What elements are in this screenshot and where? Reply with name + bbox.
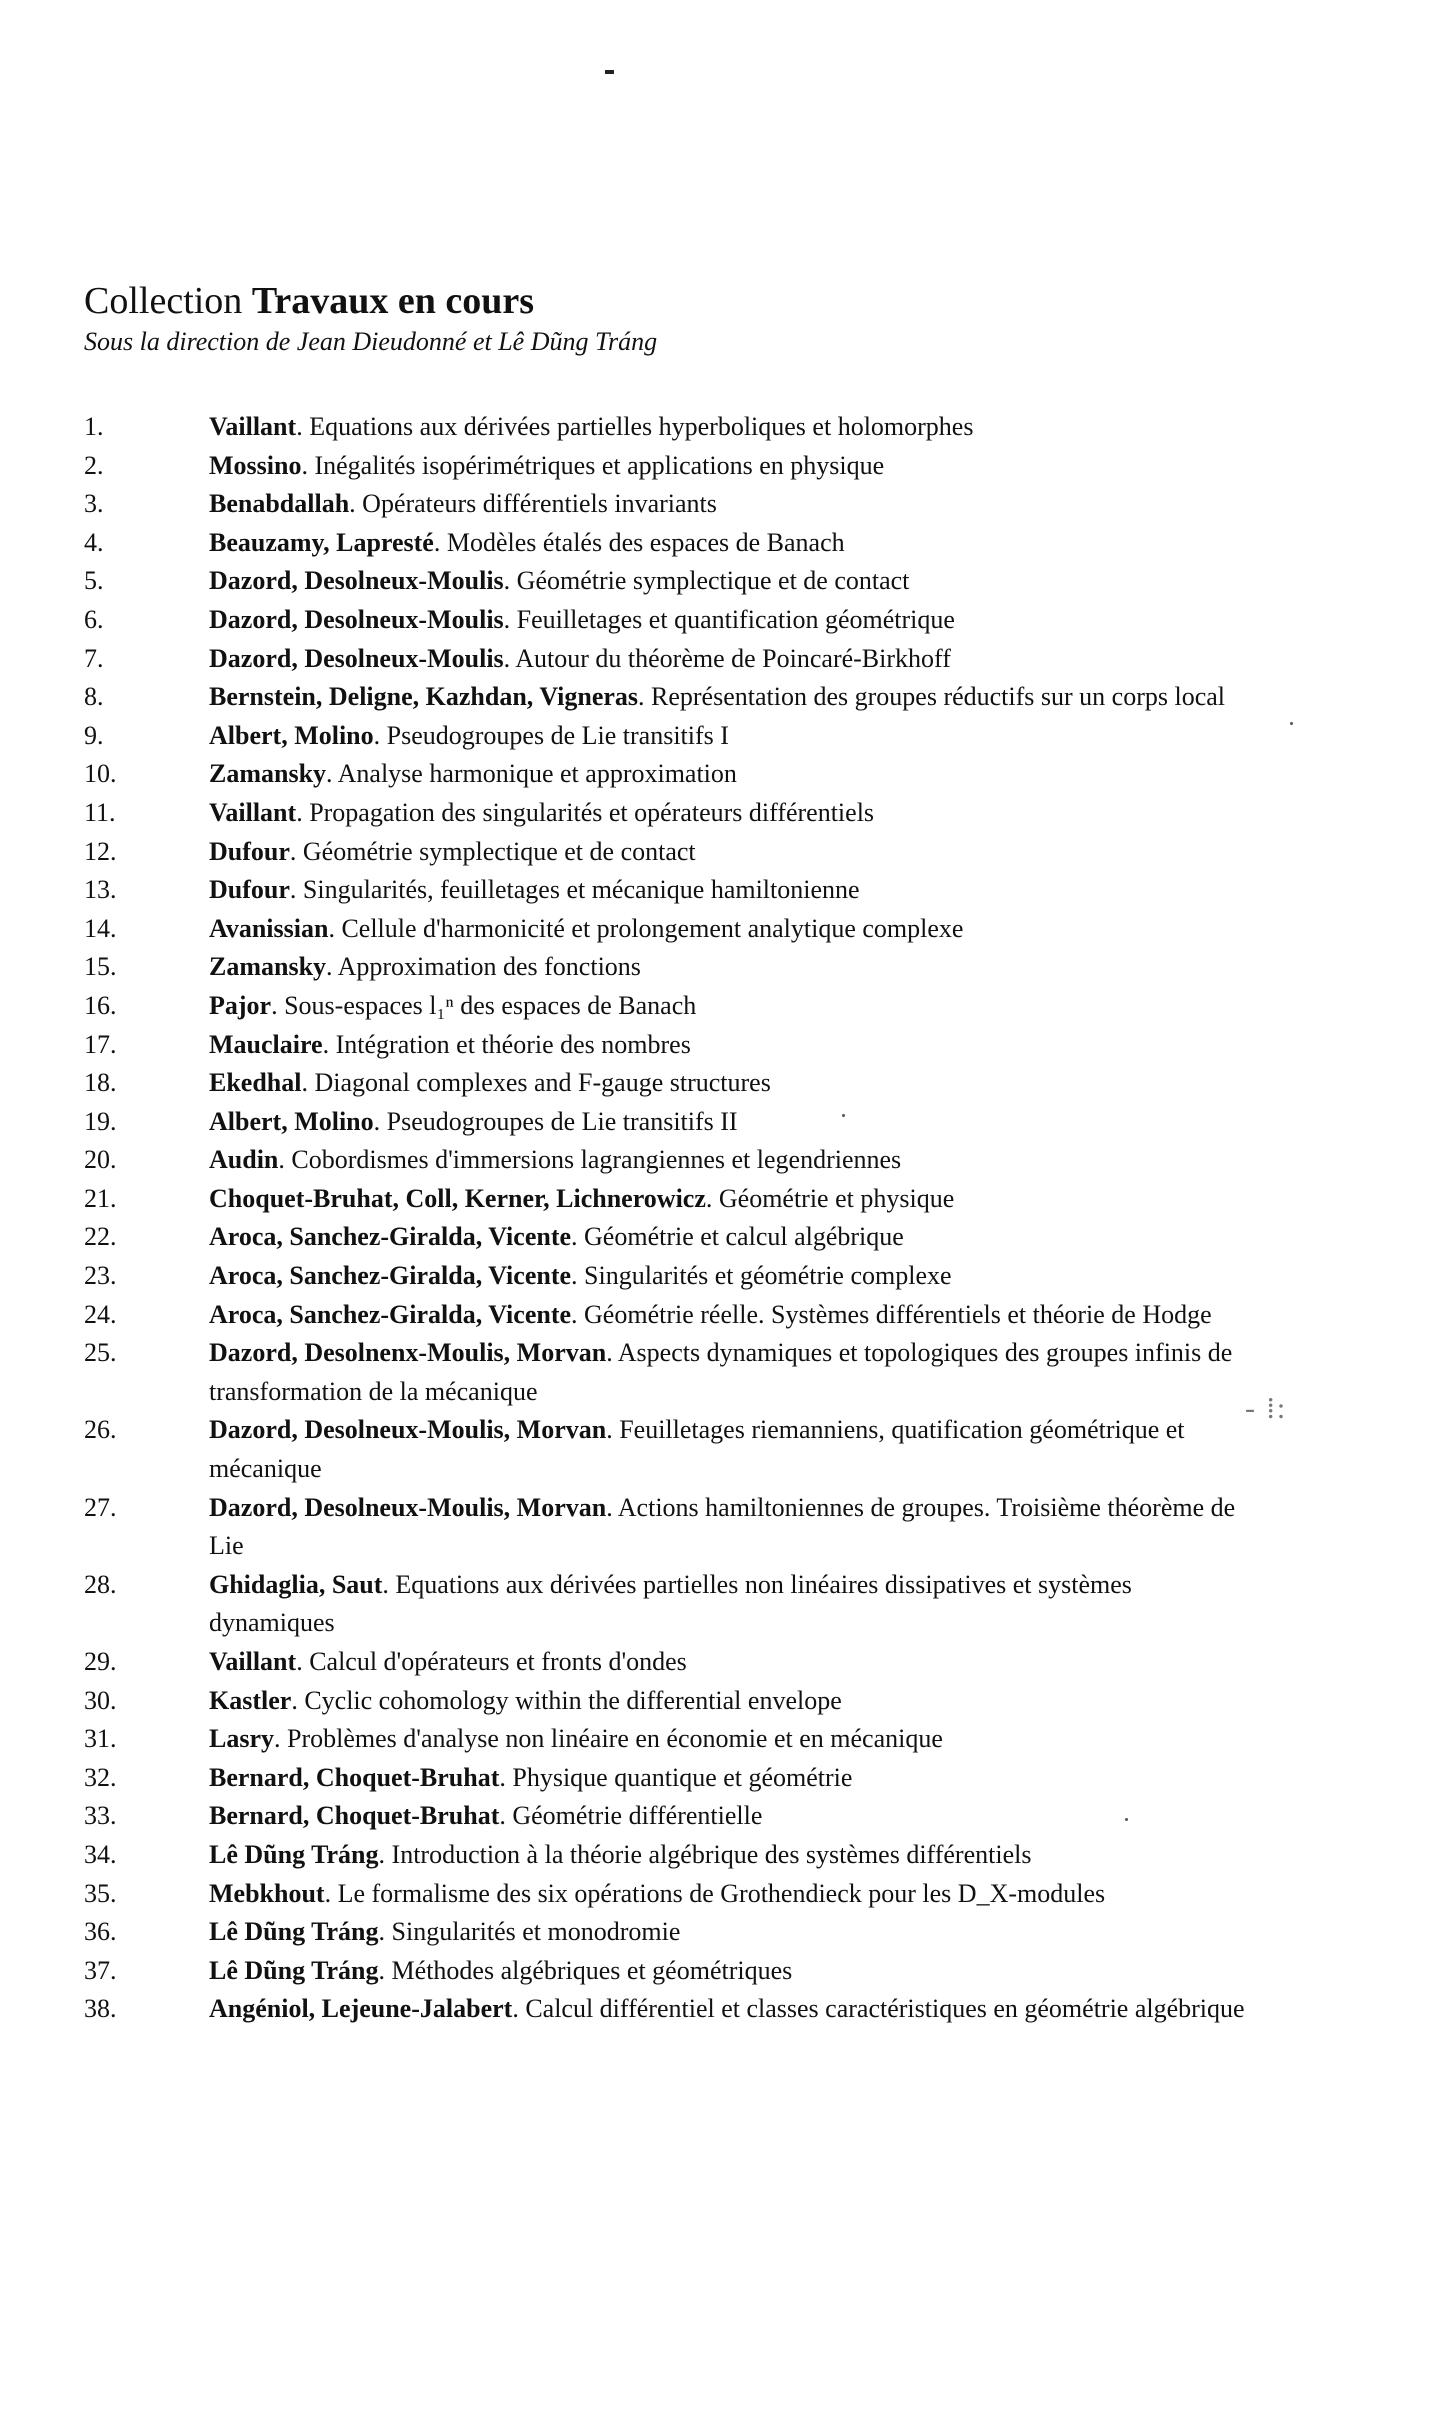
volume-entry: Pajor. Sous-espaces l₁ⁿ des espaces de Banach <box>209 990 697 1020</box>
volume-number: 21. <box>84 1183 117 1213</box>
volume-authors: Albert, Molino <box>209 1106 374 1136</box>
volume-title: Equations aux dérivées partielles non linéaires dissipatives et systèmes dynamiques <box>209 1569 1132 1638</box>
volume-title: Analyse harmonique et approximation <box>337 759 737 789</box>
volume-title: Inégalités isopérimétriques et applications en physique <box>314 450 885 480</box>
volume-title: Singularités, feuilletages et mécanique hamiltonienne <box>302 875 860 905</box>
margin-scan-mark: - ⁞: <box>1245 1392 1288 1425</box>
volume-entry: Choquet-Bruhat, Coll, Kerner, Lichnerowicz. Géométrie et physique <box>209 1183 955 1213</box>
volume-authors: Dazord, Desolneux-Moulis, Morvan <box>209 1415 607 1445</box>
volume-entry: Zamansky. Approximation des fonctions <box>209 952 641 982</box>
list-item <box>84 1411 1264 1488</box>
list-item <box>84 794 1264 833</box>
volume-entry: Mossino. Inégalités isopérimétriques et applications en physique <box>209 450 885 480</box>
volume-number: 5. <box>84 566 104 596</box>
volume-authors: Lê Dũng Tráng <box>209 1839 379 1869</box>
volume-entry: Audin. Cobordismes d'immersions lagrangiennes et legendriennes <box>209 1145 902 1175</box>
volume-authors: Benabdallah <box>209 489 350 519</box>
volume-entry: Lasry. Problèmes d'analyse non linéaire en économie et en mécanique <box>209 1724 943 1754</box>
volume-title: Cellule d'harmonicité et prolongement analytique complexe <box>341 913 964 943</box>
volume-number: 34. <box>84 1839 117 1869</box>
list-item <box>84 1489 1264 1566</box>
volume-number: 25. <box>84 1338 117 1368</box>
list-item <box>84 833 1264 872</box>
volume-authors: Angéniol, Lejeune-Jalabert <box>209 1994 513 2024</box>
list-item <box>84 1334 1264 1411</box>
volume-entry: Mebkhout. Le formalisme des six opérations de Grothendieck pour les D_X-modules <box>209 1878 1106 1908</box>
volume-authors: Mebkhout <box>209 1878 325 1908</box>
volume-entry: Benabdallah. Opérateurs différentiels invariants <box>209 489 717 519</box>
volume-title: Le formalisme des six opérations de Grothendieck pour les D_X-modules <box>337 1878 1106 1908</box>
volume-entry: Vaillant. Propagation des singularités et opérateurs différentiels <box>209 797 875 827</box>
volume-authors: Mauclaire <box>209 1029 323 1059</box>
volume-entry: Bernstein, Deligne, Kazhdan, Vigneras. Représentation des groupes réductifs sur un corps local <box>209 682 1226 712</box>
list-item <box>84 1643 1264 1682</box>
volume-authors: Dazord, Desolneux-Moulis <box>209 643 504 673</box>
volume-entry: Vaillant. Calcul d'opérateurs et fronts d'ondes <box>209 1647 687 1676</box>
volume-title: Cyclic cohomology within the differential envelope <box>304 1685 842 1715</box>
volume-title: Propagation des singularités et opérateurs différentiels <box>309 797 875 827</box>
volume-entry: Dazord, Desolneux-Moulis, Morvan. Feuilletages riemanniens, quatification géométrique et mécanique <box>209 1415 1185 1484</box>
volume-title: Cobordismes d'immersions lagrangiennes et legendriennes <box>291 1145 902 1175</box>
volume-entry: Albert, Molino. Pseudogroupes de Lie transitifs II <box>209 1106 738 1136</box>
list-item <box>84 1566 1264 1643</box>
volume-title: Singularités et géométrie complexe <box>584 1261 952 1291</box>
volume-authors: Dazord, Desolneux-Moulis, Morvan <box>209 1492 607 1522</box>
volume-number: 33. <box>84 1801 117 1831</box>
volume-number: 18. <box>84 1068 117 1098</box>
volume-number: 31. <box>84 1724 117 1754</box>
volume-title: Calcul différentiel et classes caractéristiques en géométrie algébrique <box>525 1994 1245 2024</box>
list-item <box>84 1064 1264 1103</box>
volume-authors: Pajor <box>209 990 272 1020</box>
volume-number: 26. <box>84 1415 117 1445</box>
volume-authors: Lê Dũng Tráng <box>209 1955 379 1985</box>
volume-authors: Kastler <box>209 1685 292 1715</box>
list-item <box>84 1296 1264 1335</box>
volume-number: 14. <box>84 913 117 943</box>
volume-number: 35. <box>84 1878 117 1908</box>
list-item <box>84 1180 1264 1219</box>
volume-entry: Dufour. Géométrie symplectique et de contact <box>209 836 696 866</box>
volume-entry: Mauclaire. Intégration et théorie des nombres <box>209 1029 691 1059</box>
volume-entry: Albert, Molino. Pseudogroupes de Lie transitifs I <box>209 720 729 750</box>
volume-entry: Avanissian. Cellule d'harmonicité et prolongement analytique complexe <box>209 913 964 943</box>
volume-authors: Lasry <box>209 1724 274 1754</box>
volume-authors: Bernstein, Deligne, Kazhdan, Vigneras <box>209 682 639 712</box>
volume-entry: Dazord, Desolneux-Moulis. Feuilletages et quantification géométrique <box>209 604 955 634</box>
volume-entry: Dufour. Singularités, feuilletages et mécanique hamiltonienne <box>209 875 860 905</box>
list-item <box>84 1141 1264 1180</box>
margin-dot <box>1290 722 1293 725</box>
volume-title: Géométrie différentielle <box>512 1801 763 1831</box>
volume-title: Géométrie réelle. Systèmes différentiels et théorie de Hodge <box>584 1299 1212 1329</box>
volume-number: 24. <box>84 1299 117 1329</box>
volume-entry: Angéniol, Lejeune-Jalabert. Calcul différentiel et classes caractéristiques en géométrie algébrique <box>209 1994 1245 2024</box>
volume-number: 12. <box>84 836 117 866</box>
volume-number: 22. <box>84 1222 117 1252</box>
volume-entry: Aroca, Sanchez-Giralda, Vicente. Géométrie et calcul algébrique <box>209 1222 904 1252</box>
volume-entry: Dazord, Desolneux-Moulis. Géométrie symplectique et de contact <box>209 566 910 596</box>
volume-title: Géométrie symplectique et de contact <box>516 566 910 596</box>
volume-number: 4. <box>84 527 104 557</box>
volume-authors: Mossino <box>209 450 302 480</box>
list-item <box>84 1759 1264 1798</box>
volume-authors: Vaillant <box>209 797 297 827</box>
list-item <box>84 601 1264 640</box>
volume-entry: Kastler. Cyclic cohomology within the differential envelope <box>209 1685 842 1715</box>
volume-title: Pseudogroupes de Lie transitifs II <box>386 1106 738 1136</box>
list-item <box>84 948 1264 987</box>
list-item <box>84 447 1264 486</box>
list-item <box>84 1797 1264 1836</box>
volume-title: Introduction à la théorie algébrique des systèmes différentiels <box>391 1839 1032 1869</box>
volume-authors: Aroca, Sanchez-Giralda, Vicente <box>209 1222 572 1252</box>
list-item <box>84 1836 1264 1875</box>
collection-direction: Sous la direction de Jean Dieudonné et Lê Dũng Tráng <box>84 327 658 356</box>
volume-number: 1. <box>84 412 104 441</box>
volume-authors: Lê Dũng Tráng <box>209 1917 379 1947</box>
volume-title: Autour du théorème de Poincaré-Birkhoff <box>515 643 951 673</box>
volume-number: 30. <box>84 1685 117 1715</box>
volume-title: Intégration et théorie des nombres <box>335 1029 691 1059</box>
volume-title: Opérateurs différentiels invariants <box>362 489 717 519</box>
volume-number: 29. <box>84 1647 117 1676</box>
list-item <box>84 1103 1264 1142</box>
volume-number: 13. <box>84 875 117 905</box>
volume-title: Physique quantique et géométrie <box>512 1762 853 1792</box>
volume-title: Feuilletages et quantification géométrique <box>516 604 955 634</box>
volume-authors: Zamansky <box>209 952 327 982</box>
volume-number: 16. <box>84 990 117 1020</box>
volume-number: 11. <box>84 797 116 827</box>
list-item <box>84 871 1264 910</box>
list-item <box>84 987 1264 1026</box>
volume-number: 36. <box>84 1917 117 1947</box>
volume-number: 2. <box>84 450 104 480</box>
volume-authors: Dufour <box>209 875 290 905</box>
volume-number: 20. <box>84 1145 117 1175</box>
volume-title: Pseudogroupes de Lie transitifs I <box>386 720 729 750</box>
volume-title: Modèles étalés des espaces de Banach <box>446 527 845 557</box>
volume-authors: Zamansky <box>209 759 327 789</box>
list-item <box>84 717 1264 756</box>
list-item <box>84 485 1264 524</box>
volume-number: 28. <box>84 1569 117 1599</box>
volume-number: 38. <box>84 1994 117 2024</box>
list-item <box>84 678 1264 717</box>
volume-number: 10. <box>84 759 117 789</box>
volume-authors: Ekedhal <box>209 1068 302 1098</box>
volume-number: 15. <box>84 952 117 982</box>
volume-title: Equations aux dérivées partielles hyperboliques et holomorphes <box>309 412 974 441</box>
volume-entry: Dazord, Desolnenx-Moulis, Morvan. Aspects dynamiques et topologiques des groupes infinis de transformation de la mécanique <box>209 1338 1233 1406</box>
volume-authors: Albert, Molino <box>209 720 374 750</box>
volume-title: Singularités et monodromie <box>391 1917 681 1947</box>
list-item <box>84 1218 1264 1257</box>
list-item <box>84 1990 1264 2029</box>
volume-authors: Bernard, Choquet-Bruhat <box>209 1762 500 1792</box>
volume-authors: Dazord, Desolnenx-Moulis, Morvan <box>209 1338 607 1368</box>
volume-number: 8. <box>84 682 104 712</box>
collection-title <box>84 278 657 324</box>
collection-prefix: Collection <box>84 280 243 322</box>
volume-number: 7. <box>84 643 104 673</box>
volume-title: Méthodes algébriques et géométriques <box>391 1955 793 1985</box>
volume-authors: Choquet-Bruhat, Coll, Kerner, Lichnerowicz <box>209 1183 706 1213</box>
volume-title: Représentation des groupes réductifs sur un corps local <box>651 682 1226 712</box>
list-item <box>84 1026 1264 1065</box>
list-item <box>84 1913 1264 1952</box>
volume-entry: Zamansky. Analyse harmonique et approximation <box>209 759 737 789</box>
volume-entry: Dazord, Desolneux-Moulis, Morvan. Actions hamiltoniennes de groupes. Troisième théorème de Lie <box>209 1492 1236 1561</box>
list-item <box>84 1682 1264 1721</box>
list-item <box>84 1257 1264 1296</box>
volume-number: 23. <box>84 1261 117 1291</box>
volume-title: Aspects dynamiques et topologiques des groupes infinis de transformation de la mécanique <box>209 1338 1233 1406</box>
list-item <box>84 1720 1264 1759</box>
volume-entry: Bernard, Choquet-Bruhat. Géométrie différentielle <box>209 1801 763 1831</box>
volume-authors: Aroca, Sanchez-Giralda, Vicente <box>209 1261 572 1291</box>
collection-header <box>84 278 657 360</box>
volume-number: 17. <box>84 1029 117 1059</box>
volume-title: Diagonal complexes and F-gauge structures <box>314 1068 771 1098</box>
volume-authors: Dufour <box>209 836 290 866</box>
list-item <box>84 562 1264 601</box>
volume-entry: Aroca, Sanchez-Giralda, Vicente. Singularités et géométrie complexe <box>209 1261 952 1291</box>
volume-title: Calcul d'opérateurs et fronts d'ondes <box>309 1647 687 1676</box>
volume-authors: Ghidaglia, Saut <box>209 1569 383 1599</box>
volume-number: 32. <box>84 1762 117 1792</box>
volume-entry: Lê Dũng Tráng. Singularités et monodromie <box>209 1917 681 1947</box>
volume-number: 37. <box>84 1955 117 1985</box>
volume-authors: Beauzamy, Lapresté <box>209 527 434 557</box>
volume-title: Feuilletages riemanniens, quatification géométrique et mécanique <box>209 1415 1185 1484</box>
volume-number: 27. <box>84 1492 117 1522</box>
list-item <box>84 755 1264 794</box>
volume-authors: Dazord, Desolneux-Moulis <box>209 604 504 634</box>
volume-entry: Vaillant. Equations aux dérivées partielles hyperboliques et holomorphes <box>209 412 974 441</box>
volume-authors: Avanissian <box>209 913 329 943</box>
volume-entry: Aroca, Sanchez-Giralda, Vicente. Géométrie réelle. Systèmes différentiels et théorie de Hodge <box>209 1299 1212 1329</box>
volume-title: Géométrie et calcul algébrique <box>584 1222 904 1252</box>
volume-entry: Ekedhal. Diagonal complexes and F-gauge structures <box>209 1068 771 1098</box>
volume-number: 6. <box>84 604 104 634</box>
volume-authors: Vaillant <box>209 1647 297 1676</box>
volume-list <box>84 408 1264 2029</box>
list-item <box>84 640 1264 679</box>
volume-entry: Dazord, Desolneux-Moulis. Autour du théorème de Poincaré-Birkhoff <box>209 643 951 673</box>
volume-authors: Vaillant <box>209 412 297 441</box>
volume-title: Actions hamiltoniennes de groupes. Troisième théorème de Lie <box>209 1492 1236 1561</box>
collection-series: Travaux en cours <box>251 280 534 322</box>
volume-entry: Ghidaglia, Saut. Equations aux dérivées partielles non linéaires dissipatives et systèmes dynamiques <box>209 1569 1132 1638</box>
list-item <box>84 408 1264 447</box>
volume-authors: Bernard, Choquet-Bruhat <box>209 1801 500 1831</box>
volume-number: 19. <box>84 1106 117 1136</box>
volume-entry: Lê Dũng Tráng. Méthodes algébriques et géométriques <box>209 1955 793 1985</box>
top-scan-mark <box>605 70 614 74</box>
list-item <box>84 524 1264 563</box>
volume-entry: Bernard, Choquet-Bruhat. Physique quantique et géométrie <box>209 1762 853 1792</box>
volume-title: Géométrie symplectique et de contact <box>302 836 696 866</box>
volume-entry: Lê Dũng Tráng. Introduction à la théorie algébrique des systèmes différentiels <box>209 1839 1032 1869</box>
volume-authors: Audin <box>209 1145 279 1175</box>
volume-number: 3. <box>84 489 104 519</box>
volume-authors: Dazord, Desolneux-Moulis <box>209 566 504 596</box>
volume-title: Problèmes d'analyse non linéaire en économie et en mécanique <box>287 1724 943 1754</box>
volume-authors: Aroca, Sanchez-Giralda, Vicente <box>209 1299 572 1329</box>
volume-title: Sous-espaces l₁ⁿ des espaces de Banach <box>284 990 697 1020</box>
volume-number: 9. <box>84 720 104 750</box>
list-item <box>84 1875 1264 1914</box>
list-item <box>84 910 1264 949</box>
list-item <box>84 1952 1264 1991</box>
volume-title: Géométrie et physique <box>718 1183 955 1213</box>
volume-title: Approximation des fonctions <box>337 952 641 982</box>
volume-entry: Beauzamy, Lapresté. Modèles étalés des espaces de Banach <box>209 527 845 557</box>
